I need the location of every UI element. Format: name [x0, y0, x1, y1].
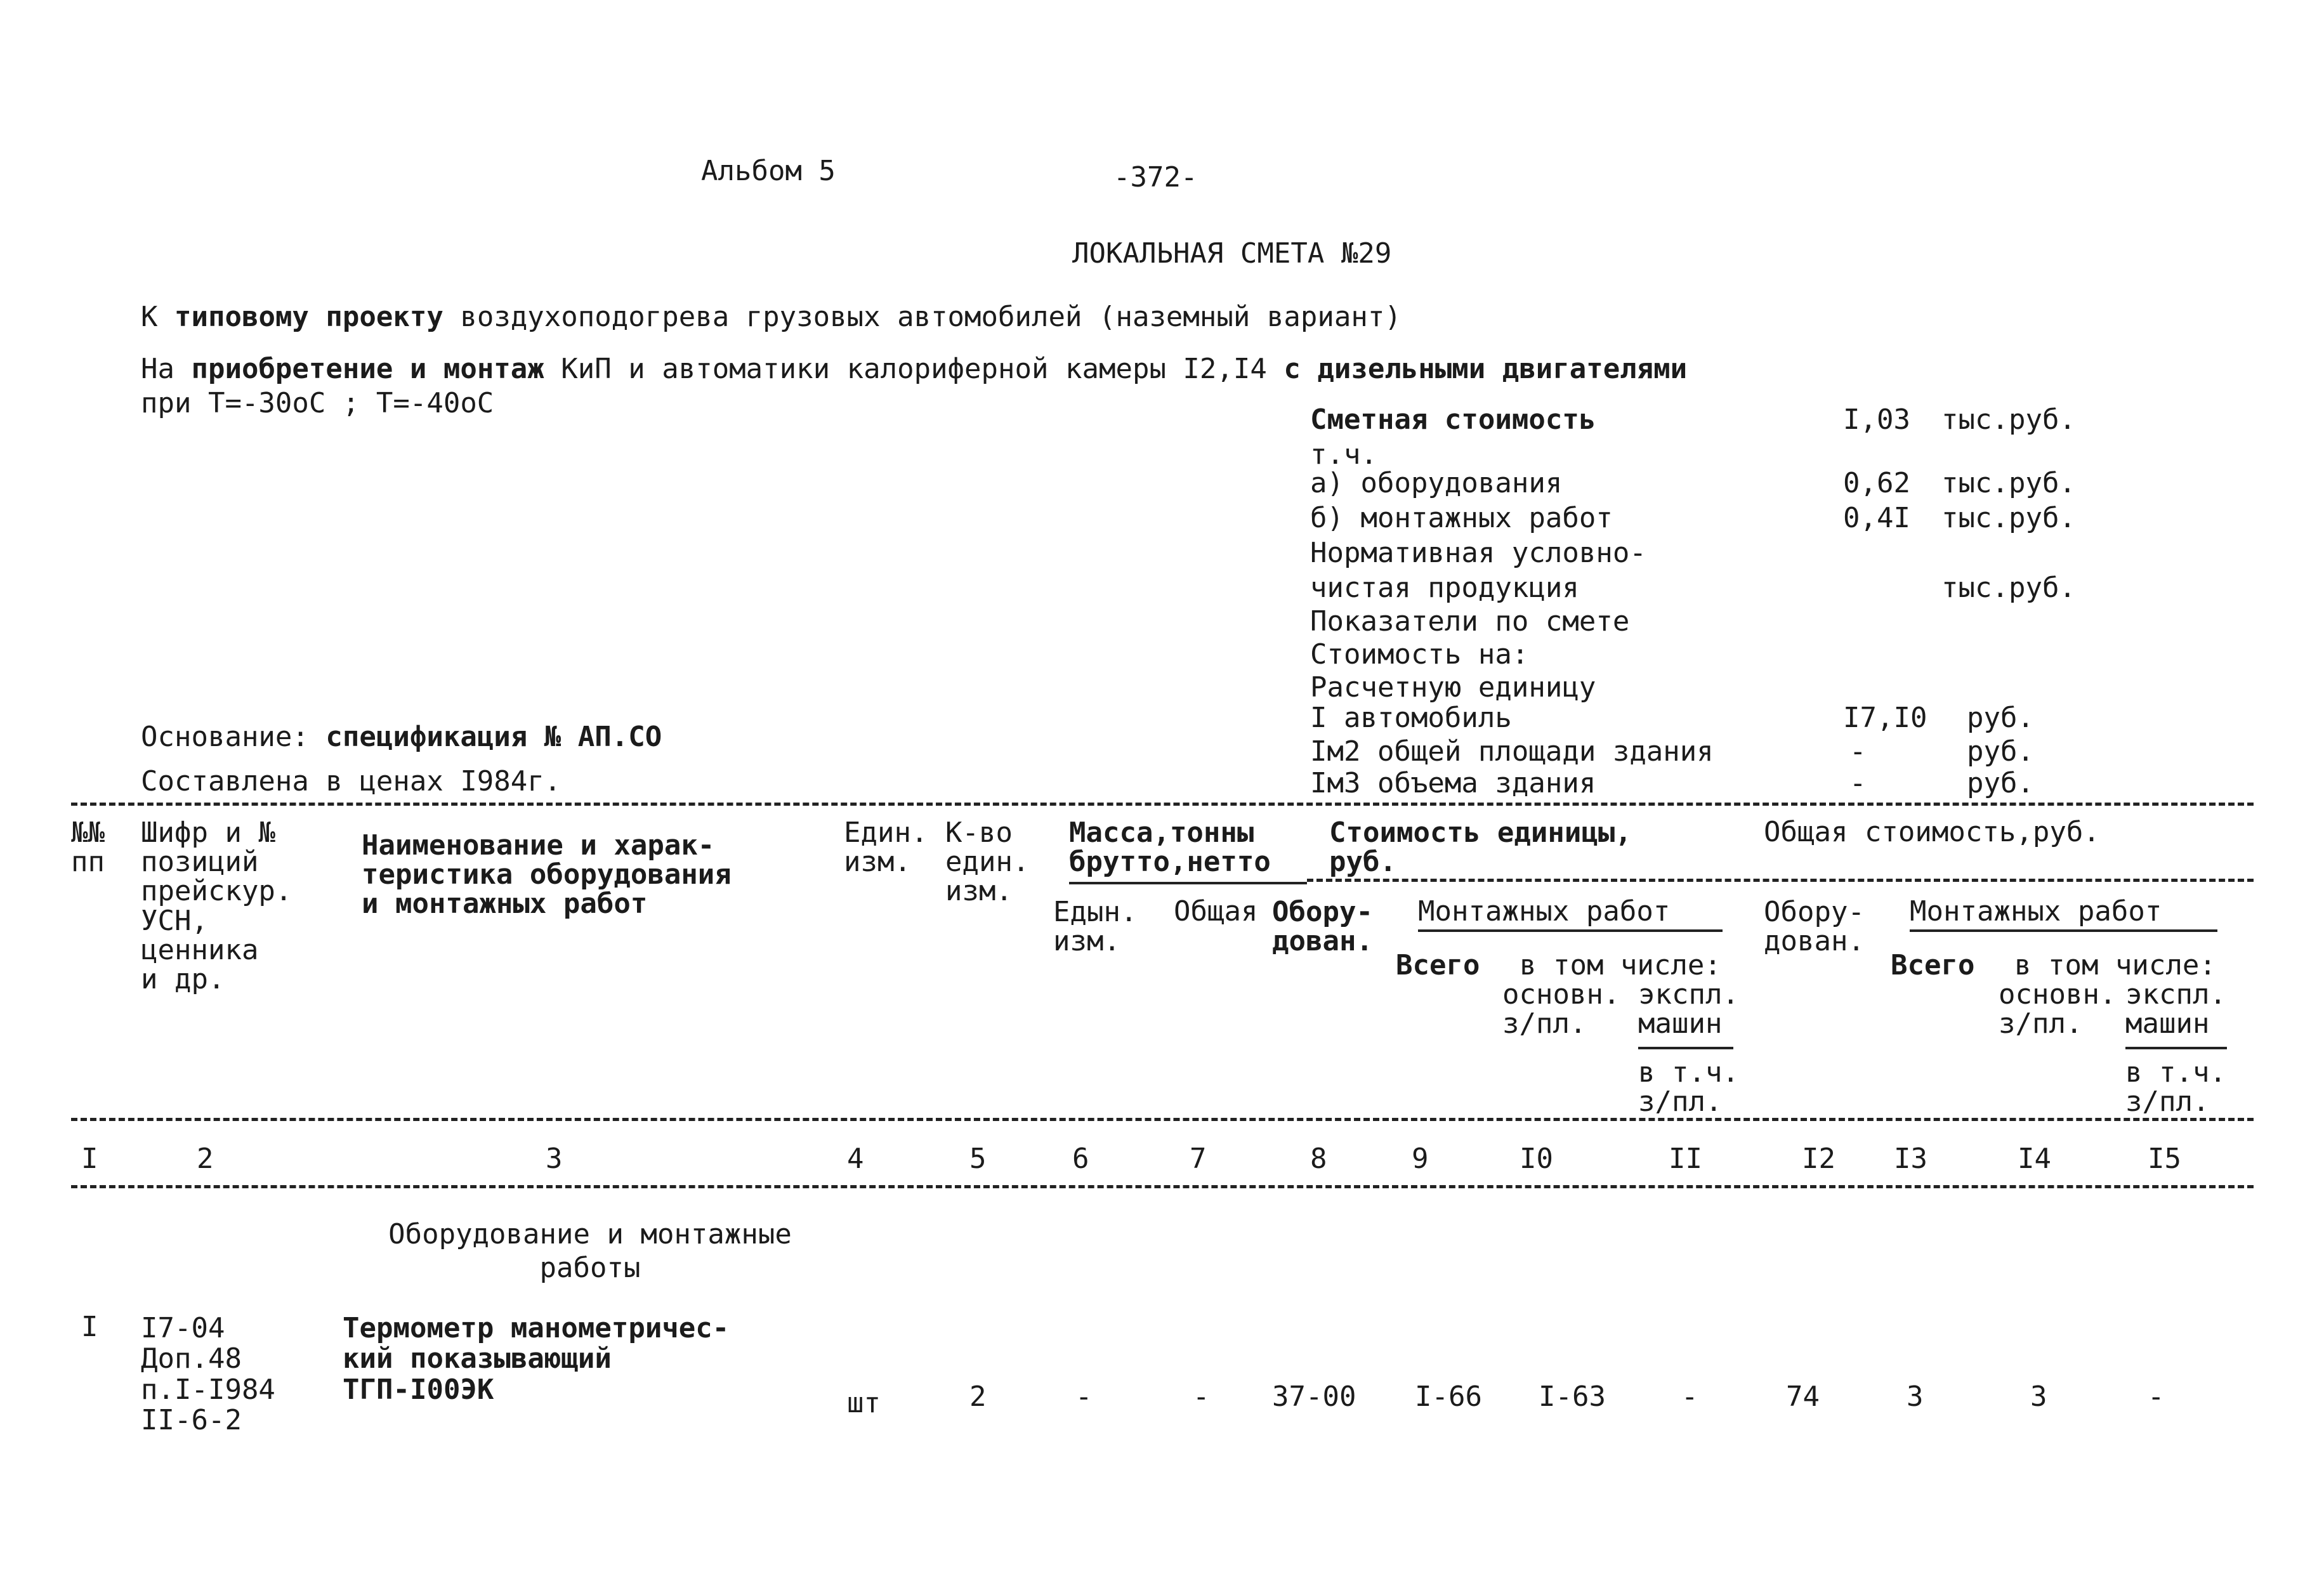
- col-11-fraction-rule: [1638, 1047, 1733, 1049]
- col-header-9: Всего: [1396, 949, 1480, 981]
- row-name: Термометр манометричес- кий показывающий ТГП-I00ЭК: [343, 1312, 730, 1406]
- indicators-label: Показатели по смете: [1310, 605, 1630, 638]
- row-number: I: [81, 1311, 98, 1343]
- column-number: I3: [1894, 1143, 1927, 1175]
- col-header-5: К-во един. изм.: [945, 817, 1030, 908]
- column-number: 5: [969, 1143, 987, 1175]
- incl-group-header: в том числе:: [1520, 949, 1721, 981]
- col-header-1: №№ пп: [71, 817, 105, 879]
- install-group-underline-2: [1910, 929, 2217, 932]
- row-inst-mach: -: [1681, 1381, 1698, 1413]
- per-m2-unit: руб.: [1967, 735, 2034, 768]
- including-label: т.ч.: [1310, 438, 1377, 471]
- column-number: 4: [847, 1143, 864, 1175]
- row-eq-unit-cost: 37-00: [1272, 1381, 1356, 1413]
- column-number: 9: [1412, 1143, 1429, 1175]
- cost-per-label: Стоимость на:: [1310, 638, 1529, 671]
- row-inst-total: I-66: [1415, 1381, 1482, 1413]
- row-qty: 2: [969, 1381, 987, 1413]
- column-number: I4: [2018, 1143, 2051, 1175]
- install-group-header-2: Монтажных работ: [1910, 895, 2162, 928]
- row-code: I7-04 Доп.48 п.I-I984 II-6-2: [141, 1312, 275, 1437]
- col-header-15: экспл. машин: [2125, 978, 2226, 1040]
- header-group-rule: [1307, 879, 2254, 882]
- project-line-1: К типовому проекту воздухоподогрева грузовых автомобилей (наземный вариант): [141, 301, 1402, 333]
- col-header-10: основн. з/пл.: [1502, 978, 1620, 1040]
- section-title: Оборудование и монтажные работы: [388, 1218, 792, 1284]
- basis-line: Основание: спецификация № АП.СО: [141, 721, 662, 753]
- row-wage-sum: 3: [2030, 1381, 2047, 1413]
- per-vehicle-label: I автомобиль: [1310, 702, 1512, 734]
- column-numbers-rule: [71, 1185, 2254, 1188]
- col-header-8: Обору- дован.: [1272, 896, 1373, 958]
- col-header-7: Общая: [1174, 895, 1258, 928]
- per-vehicle-unit: руб.: [1967, 702, 2034, 734]
- unit-cost-group-header: Стоимость единицы, руб.: [1329, 817, 1632, 879]
- row-unit: шт: [847, 1387, 881, 1419]
- per-m3-value: -: [1849, 767, 1867, 799]
- row-inst-wage: I-63: [1539, 1381, 1606, 1413]
- per-vehicle-value: I7,I0: [1843, 702, 1927, 734]
- col-header-12: Обору- дован.: [1764, 896, 1865, 958]
- column-number: I5: [2148, 1143, 2181, 1175]
- col-header-4: Един. изм.: [844, 817, 928, 879]
- column-number: I: [81, 1143, 98, 1175]
- row-inst-total-sum: 3: [1907, 1381, 1924, 1413]
- col-header-6: Едын. изм.: [1053, 896, 1138, 958]
- column-number: 2: [197, 1143, 214, 1175]
- col-header-3: Наименование и харак- теристика оборудования и монтажных работ: [362, 829, 732, 921]
- per-m2-value: -: [1849, 735, 1867, 768]
- estimated-cost-value: I,03: [1843, 403, 1910, 436]
- project-line-3: при Т=-30оС ; Т=-40оС: [141, 387, 494, 419]
- row-mass-unit: -: [1075, 1381, 1093, 1413]
- column-number: 3: [546, 1143, 563, 1175]
- col-header-13: Всего: [1891, 949, 1975, 981]
- equipment-value: 0,62: [1843, 467, 1910, 499]
- document-title: ЛОКАЛЬНАЯ СМЕТА №29: [1072, 237, 1392, 270]
- col-header-11: экспл. машин: [1638, 978, 1739, 1040]
- estimated-cost-label: Сметная стоимость: [1310, 403, 1596, 436]
- per-m3-label: Iм3 объема здания: [1310, 767, 1596, 799]
- row-mach-sum: -: [2148, 1381, 2165, 1413]
- per-m2-label: Iм2 общей площади здания: [1310, 735, 1714, 768]
- prices-line: Составлена в ценах I984г.: [141, 765, 561, 797]
- row-mass-total: -: [1193, 1381, 1210, 1413]
- installation-value: 0,4I: [1843, 502, 1910, 534]
- album-label: Альбом 5: [701, 155, 836, 187]
- net-product-label-1: Нормативная условно-: [1310, 537, 1646, 569]
- installation-unit: тыс.руб.: [1941, 502, 2076, 534]
- col-header-2: Шифр и № позиций прейскур. УСН, ценника и др.: [141, 817, 292, 995]
- install-group-underline: [1418, 929, 1723, 932]
- col-header-14: основн. з/пл.: [1999, 978, 2117, 1040]
- per-m3-unit: руб.: [1967, 767, 2034, 799]
- net-product-label-2: чистая продукция: [1310, 572, 1579, 604]
- unit-label: Расчетную единицу: [1310, 671, 1596, 704]
- net-product-unit: тыс.руб.: [1941, 572, 2076, 604]
- total-cost-group-header: Общая стоимость,руб.: [1764, 816, 2100, 848]
- mass-group-header: Масса,тонны брутто,нетто: [1069, 817, 1271, 879]
- column-number: I0: [1520, 1143, 1553, 1175]
- estimated-cost-unit: тыс.руб.: [1941, 403, 2076, 436]
- column-number: 6: [1072, 1143, 1089, 1175]
- col-15-fraction-rule: [2125, 1047, 2227, 1049]
- equipment-unit: тыс.руб.: [1941, 467, 2076, 499]
- header-bottom-rule: [71, 1118, 2254, 1121]
- incl-group-header-2: в том числе:: [2014, 949, 2216, 981]
- column-number: II: [1669, 1143, 1702, 1175]
- col-header-11b: в т.ч. з/пл.: [1638, 1056, 1739, 1118]
- install-group-header: Монтажных работ: [1418, 895, 1671, 928]
- mass-group-underline: [1069, 882, 1307, 884]
- installation-label: б) монтажных работ: [1310, 502, 1613, 534]
- column-number: 8: [1310, 1143, 1327, 1175]
- column-number: 7: [1190, 1143, 1207, 1175]
- row-eq-total: 74: [1786, 1381, 1820, 1413]
- table-top-rule: [71, 803, 2254, 806]
- col-header-15b: в т.ч. з/пл.: [2125, 1056, 2226, 1118]
- column-number: I2: [1802, 1143, 1835, 1175]
- page-number: -372-: [1113, 161, 1198, 193]
- equipment-label: а) оборудования: [1310, 467, 1563, 499]
- project-line-2: На приобретение и монтаж КиП и автоматики калориферной камеры I2,I4 с дизельными двигателями: [141, 353, 1688, 385]
